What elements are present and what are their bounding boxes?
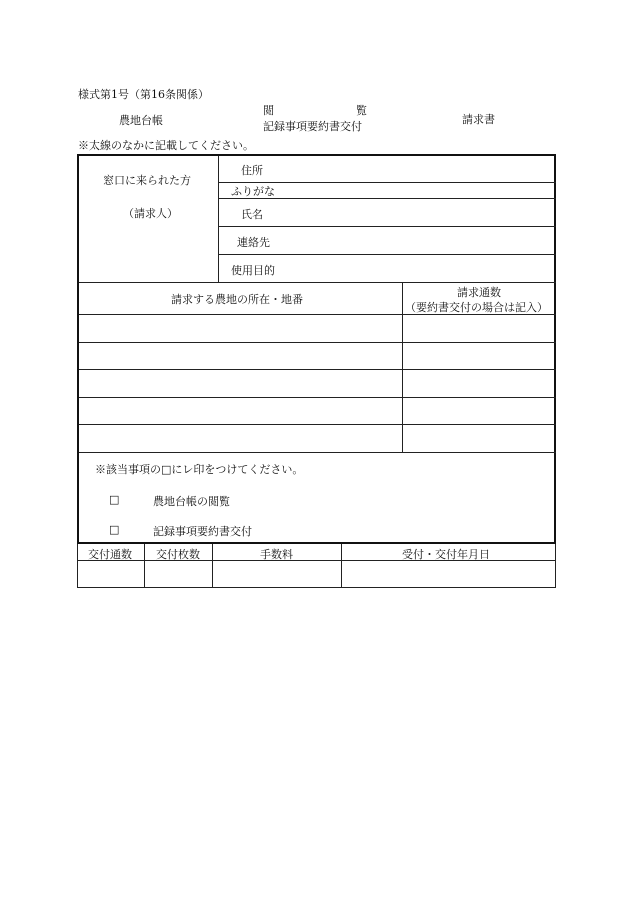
section-line-applicant	[79, 282, 556, 283]
checkbox-1[interactable]: □	[109, 493, 120, 506]
checkbox-2[interactable]: □	[109, 523, 120, 536]
land-row-line	[79, 424, 556, 425]
checkbox-instruction: ※該当事項の□にレ印をつけてください。	[95, 463, 304, 476]
form-number: 様式第1号（第16条関係）	[78, 88, 209, 101]
option-inspection-label: 農地台帳の閲覧	[153, 495, 230, 508]
option-summary-label: 記録事項要約書交付	[153, 525, 252, 538]
copies-delivered-header: 交付通数	[88, 548, 132, 561]
office-use-table	[77, 544, 556, 588]
land-location-header: 請求する農地の所在・地番	[171, 293, 303, 306]
sheets-delivered-header: 交付枚数	[156, 548, 200, 561]
land-table-bottom-line	[79, 452, 556, 453]
applicant-subtitle: （請求人）	[123, 207, 178, 220]
land-row-line	[79, 397, 556, 398]
view-label-char-1: 閲	[263, 104, 274, 117]
office-col-divider	[341, 544, 342, 588]
instruction-note: ※太線のなかに記載してください。	[78, 139, 254, 152]
name-label: 氏名	[241, 208, 263, 221]
field-line-contact	[219, 254, 556, 255]
contact-label: 連絡先	[237, 236, 270, 249]
applicant-divider	[218, 156, 219, 282]
request-form-box	[77, 154, 556, 544]
request-document-title: 請求書	[462, 113, 495, 126]
ledger-title: 農地台帳	[119, 114, 163, 127]
applicant-title: 窓口に来られた方	[103, 174, 191, 187]
field-line-name	[219, 226, 556, 227]
address-label: 住所	[241, 164, 263, 177]
furigana-label: ふりがな	[231, 185, 275, 198]
purpose-label: 使用目的	[231, 264, 275, 277]
land-row-line	[79, 342, 556, 343]
fee-header: 手数料	[260, 548, 293, 561]
office-col-divider	[144, 544, 145, 588]
summary-delivery-label: 記録事項要約書交付	[263, 120, 362, 133]
copies-header-note: （要約書交付の場合は記入）	[405, 301, 548, 314]
view-label-char-2: 覧	[356, 104, 367, 117]
land-table-divider	[402, 282, 403, 452]
office-col-divider	[212, 544, 213, 588]
date-header: 受付・交付年月日	[402, 548, 490, 561]
land-row-line	[79, 369, 556, 370]
copies-header: 請求通数	[457, 286, 501, 299]
